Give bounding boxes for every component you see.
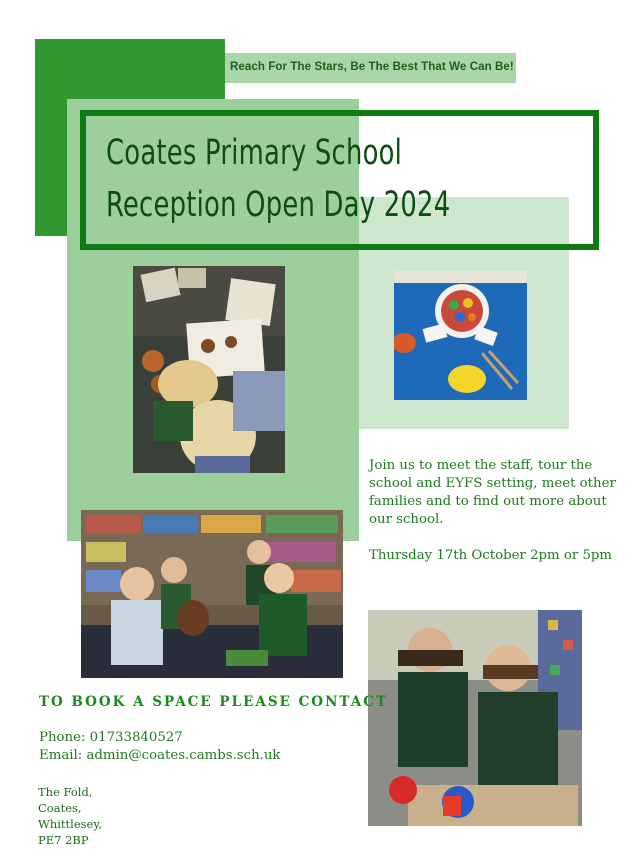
event-info	[369, 457, 619, 565]
event-description: Join us to meet the staff, tour the school and EYFS setting, meet other families and to find out more about our school.	[369, 458, 616, 527]
tagline: Reach For The Stars, Be The Best That We Can Be!	[230, 61, 514, 73]
address-line-3: Whittlesey,	[38, 817, 102, 831]
title-frame	[80, 110, 599, 250]
contact-details	[39, 729, 281, 765]
booking-heading: TO BOOK A SPACE PLEASE CONTACT	[39, 694, 388, 710]
address-line-2: Coates,	[38, 801, 82, 815]
contact-email: Email: admin@coates.cambs.sch.uk	[39, 748, 281, 763]
photo-children-library	[81, 510, 343, 678]
title-school-name: Coates Primary School	[106, 133, 403, 173]
school-address	[38, 784, 102, 848]
photo-children-playing	[368, 610, 582, 826]
photo-bead-table	[394, 271, 527, 400]
address-line-4: PE7 2BP	[38, 833, 89, 847]
photo-children-craft	[133, 266, 285, 473]
address-line-1: The Fold,	[38, 785, 93, 799]
event-date: Thursday 17th October 2pm or 5pm	[369, 548, 613, 563]
contact-phone: Phone: 01733840527	[39, 730, 183, 745]
title-event-name: Reception Open Day 2024	[106, 185, 451, 225]
